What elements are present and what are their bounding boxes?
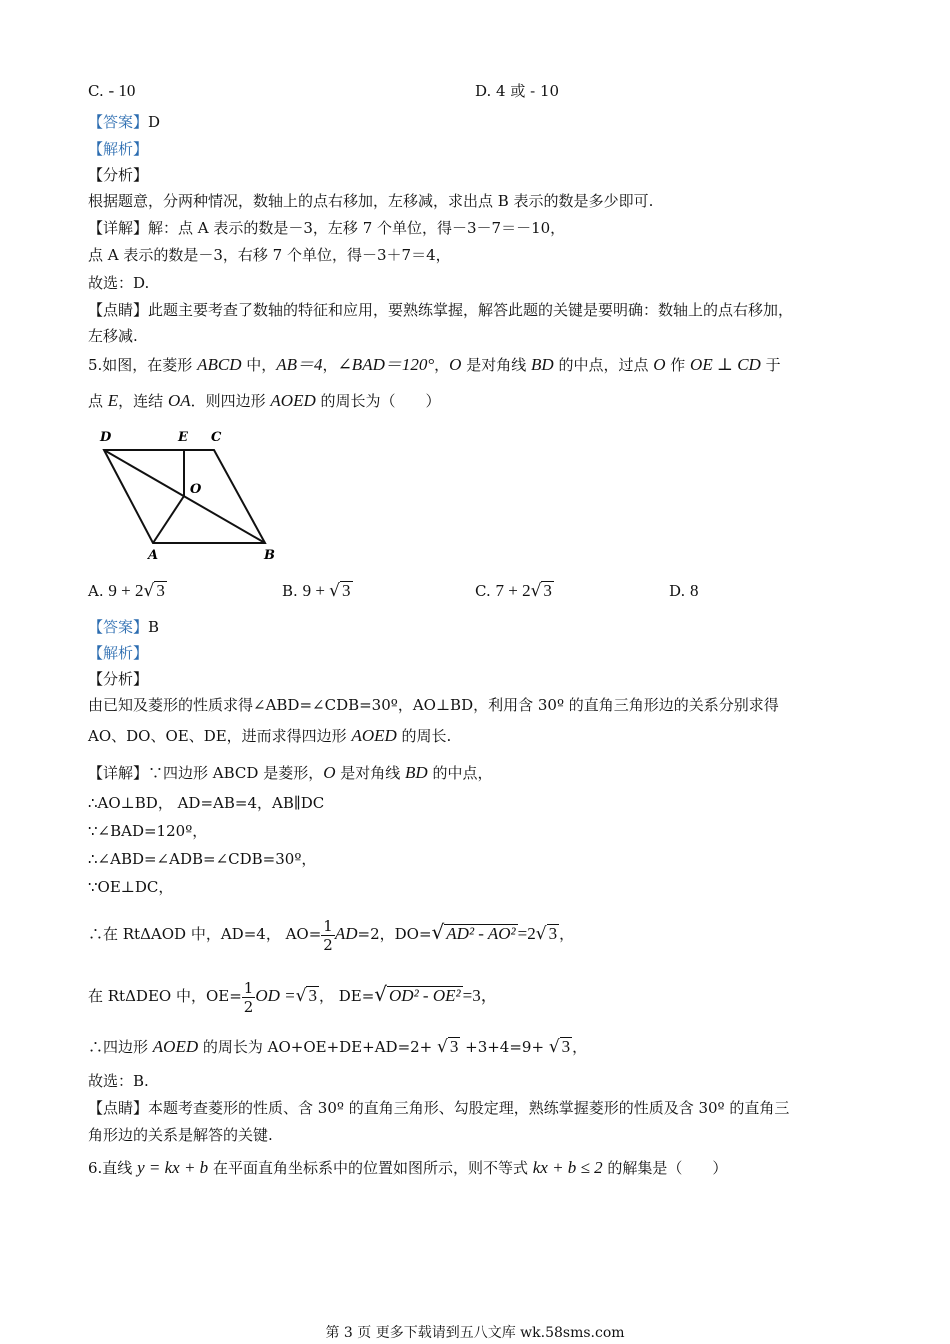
q5-option-d [669,580,699,602]
q5-math: O [323,763,336,782]
radicand: 3 [548,924,558,943]
fenxi-tag: 【分析】 [88,670,149,688]
q5-text: +3+4=9+ [460,1038,549,1056]
q6-text: 的解集是（ ） [602,1159,728,1177]
option-radicand: 3 [543,581,552,600]
q5-fenxi-1: 由已知及菱形的性质求得∠ABD=∠CDB=30º，AO⊥BD，利用含 30º 的直角三角形边的关系分别求得 [88,696,779,714]
q5-comment-2: 角形边的关系是解答的关键. [88,1126,273,1144]
q4-option-c-label: C. [88,82,109,100]
radicand: 3 [449,1037,459,1056]
q5-stem-text: ， [434,356,450,374]
q5-text: ， [559,925,575,943]
q4-comment-1-text: 此题主要考查了数轴的特征和应用，要熟练掌握，解答此题的关键是要明确：数轴上的点右移加， [148,301,794,319]
q4-comment-2: 左移减. [88,327,138,345]
q5-math: AB＝4 [276,355,323,374]
detail-tag: 【详解】 [88,219,149,237]
analysis-tag: 【解析】 [88,140,149,158]
q5-math: ABCD [197,355,242,374]
q5-fenxi-2 [88,725,451,747]
option-label: A. [88,582,109,600]
q5-stem-text: ，连结 [118,392,168,410]
fenxi-tag: 【分析】 [88,166,149,184]
q5-comment-1 [88,1097,789,1119]
q5-detail-7: 在 RtΔDEO 中，OE= $\frac{1}{2}$ OD =√ 3 ， DE=√ OD² - OE² =3， [88,978,498,1016]
option-label: C. [475,582,496,600]
q5-detail-8: ∴四边形 AOED 的周长为 AO+OE+DE+AD=2+ √ 3 +3+4=9+ √ 3 ， [88,1037,588,1057]
label-c: C [211,430,222,445]
q5-stem-text: 的周长为（ ） [315,392,441,410]
q5-stem-line-1 [88,354,781,376]
q5-math: AD [334,924,358,943]
q4-fenxi-heading [88,164,148,186]
q6-text: 在平面直角坐标系中的位置如图所示，则不等式 [208,1159,533,1177]
q4-option-d-value: 4 或 - 10 [496,82,560,100]
fraction-half [242,979,256,1016]
q4-option-d-label: D. [475,82,497,100]
option-math: 9 + [302,581,330,600]
q5-stem-text: 5.如图，在菱形 [88,356,198,374]
q5-stem-text: 的中点，过点 [553,356,654,374]
q5-detail-1 [88,762,492,784]
q5-text: ， [572,1038,588,1056]
option-label: D. [669,582,691,600]
q4-option-d [475,80,559,102]
q4-option-c-value: - 10 [108,81,136,100]
radicand: 3 [308,986,317,1005]
q5-stem-text: ， [322,356,338,374]
q5-detail-6: ∴在 RtΔAOD 中，AD=4， AO= $\frac{1}{2}$ AD=2，DO=√ AD² - AO² =2√ 3 ， [88,916,575,954]
detail-tag: 【详解】 [88,764,149,782]
option-label: B. [282,582,303,600]
q5-text: =2，DO= [357,925,432,943]
q5-text: 在 RtΔDEO 中，OE= [88,987,242,1005]
q4-fenxi-text: 根据题意，分两种情况，数轴上的点右移加，左移减，求出点 B 表示的数是多少即可. [88,192,654,210]
q6-math: y = kx + b [137,1158,209,1177]
analysis-tag: 【解析】 [88,644,149,662]
q5-answer [88,616,159,638]
q5-text: ， DE= [318,987,375,1005]
q4-comment-1 [88,299,793,321]
q5-math: BD [531,355,554,374]
q5-detail-2: ∴AO⊥BD， AD=AB=4，AB∥DC [88,794,325,812]
q5-math: AOED [270,391,316,410]
q5-math: OE ⊥ CD [690,355,761,374]
q4-answer-value: D [148,113,161,131]
fraction-denominator: 2 [243,997,254,1016]
page-footer: 第 3 页 更多下载请到五八文库 wk.58sms.com [325,1325,625,1341]
q5-math: OD = [255,986,296,1005]
rhombus-figure [90,425,290,565]
option-math: 9 + 2 [108,581,144,600]
q5-detail-4: ∴∠ABD=∠ADB=∠CDB=30º， [88,850,317,868]
q5-answer-value: B [148,618,160,636]
q5-text: ∴四边形 [88,1038,153,1056]
label-a: A [148,548,159,563]
q5-option-b: B. 9 + √ 3 [282,581,351,601]
q5-text: ∴在 RtΔAOD 中，AD=4， AO= [88,925,322,943]
q5-math: AOED [351,726,397,745]
q4-choose: 故选：D. [88,274,150,292]
fraction-numerator: 1 [243,978,254,997]
comment-tag: 【点睛】 [88,1099,149,1117]
q5-text: AO、DO、OE、DE，进而求得四边形 [88,727,352,745]
radicand: OD² - OE² [389,986,461,1005]
comment-tag: 【点睛】 [88,301,149,319]
q6-text: 6.直线 [88,1159,138,1177]
label-e: E [178,430,188,445]
q5-math: OA [167,391,191,410]
label-d: D [100,430,112,445]
q4-detail-1-text: 解：点 A 表示的数是－3，左移 7 个单位，得－3－7＝－10， [148,219,566,237]
q5-text: 的周长. [396,727,452,745]
q5-math: =2 [517,924,536,943]
q5-stem-text: 作 [665,356,691,374]
q5-math: AOED [152,1037,199,1056]
q5-math: ∠BAD＝120° [337,355,435,374]
q5-choose: 故选：B. [88,1072,149,1090]
q5-math: BD [405,763,428,782]
q5-analysis-heading [88,642,148,664]
option-radicand: 3 [156,581,165,600]
answer-tag: 【答案】 [88,618,149,636]
option-math: 7 + 2 [495,581,531,600]
q5-math: =3， [462,986,498,1005]
q5-stem-text: 中， [241,356,277,374]
q5-stem-text: 是对角线 [461,356,531,374]
q5-stem-text: 点 [88,392,108,410]
option-radicand: 3 [342,581,351,600]
q5-text: ∵四边形 ABCD 是菱形， [148,764,324,782]
option-math: 8 [690,581,699,600]
q5-text: 是对角线 [335,764,406,782]
segment-oa [153,496,184,543]
q4-answer [88,111,160,133]
q5-stem-text: ．则四边形 [190,392,271,410]
q5-math: O [449,355,462,374]
q5-option-c: C. 7 + 2√ 3 [475,581,552,601]
q5-option-a: A. 9 + 2√ 3 [88,581,165,601]
q4-detail-1 [88,217,565,239]
q5-stem-text: 于 [760,356,781,374]
q5-stem-line-2 [88,390,441,412]
q6-math: kx + b ≤ 2 [532,1158,603,1177]
q5-text: 的周长为 AO+OE+DE+AD=2+ [198,1038,438,1056]
q5-math: O [653,355,666,374]
q5-detail-3: ∵∠BAD=120º， [88,822,208,840]
q5-math: E [107,391,119,410]
q5-fenxi-heading [88,668,148,690]
label-o: O [190,482,202,497]
q4-detail-2: 点 A 表示的数是－3，右移 7 个单位，得－3＋7＝4， [88,246,451,264]
fraction-half [321,917,335,954]
radicand: AD² - AO² [446,924,516,943]
q4-option-c [88,80,135,102]
label-b: B [264,548,275,563]
fraction-denominator: 2 [323,935,333,954]
fraction-numerator: 1 [323,916,333,935]
q5-comment-1-text: 本题考查菱形的性质、含 30º 的直角三角形、勾股定理，熟练掌握菱形的性质及含 30º 的直角三 [148,1099,790,1117]
q4-analysis-heading [88,138,148,160]
q5-text: 的中点， [427,764,493,782]
q6-stem [88,1157,727,1179]
radicand: 3 [561,1037,571,1056]
answer-tag: 【答案】 [88,113,149,131]
q5-detail-5: ∵OE⊥DC， [88,878,174,896]
